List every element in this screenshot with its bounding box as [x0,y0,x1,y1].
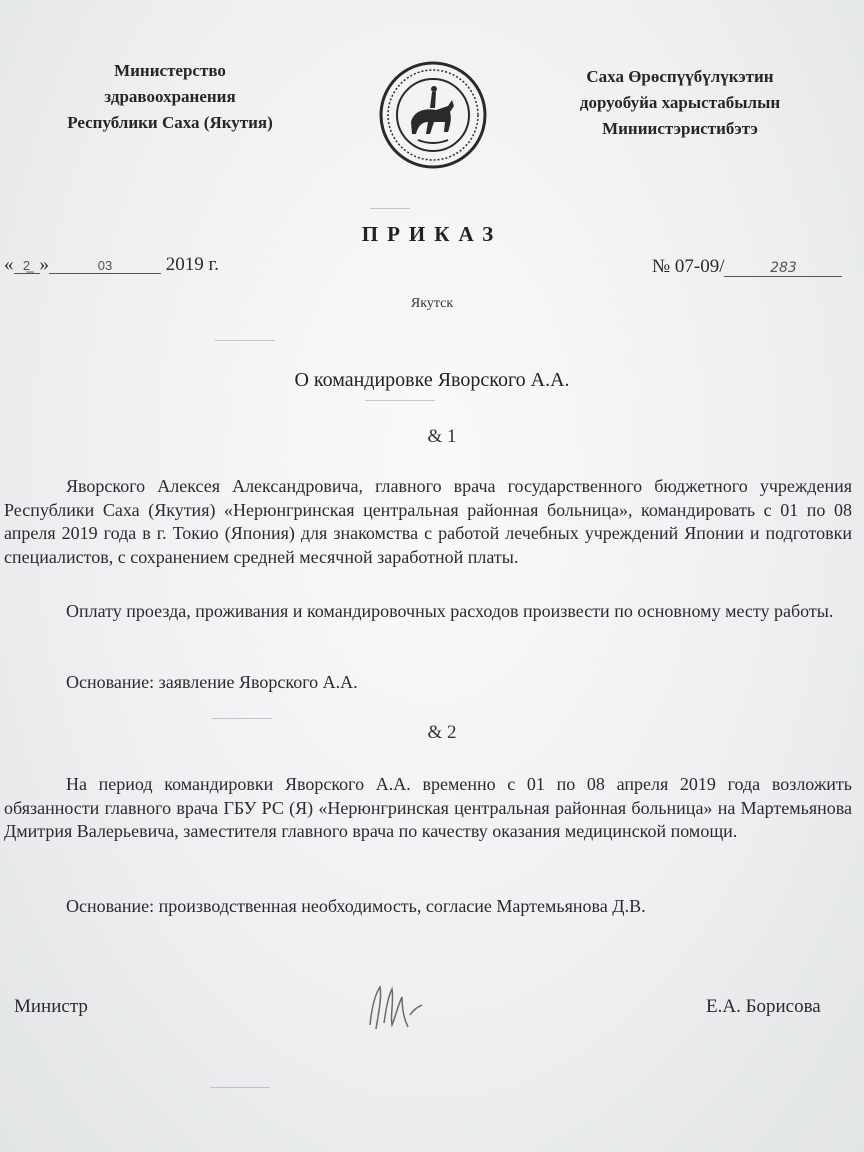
ministry-line: Министерство [114,61,226,80]
signatory-role: Министр [14,996,88,1017]
order-date [4,254,219,276]
section-2-heading: & 2 [427,722,457,743]
section-1-paragraph-2: Оплату проезда, проживания и командировочных расходов произвести по основному месту работы. [66,601,834,621]
section-1-paragraph-1: Яворского Алексея Александровича, главного врача государственного бюджетного учреждения Республики Саха (Якутия) «Нерюнгринская центральная районная больница», командировать с 01 по 08 апреля 2019 года в г. Токио (Япония) для знакомства с работой лечебных учреждений Японии и подготовки специалистов, с сохранением средней месячной заработной платы. [4,476,852,567]
date-mid-quote: » [39,254,49,275]
ministry-line: Саха Өрөспүүбүлүкэтин [586,67,774,86]
date-month: 03 [49,258,161,274]
signatory-name: Е.А. Борисова [706,996,821,1017]
section-2-paragraph-1: На период командировки Яворского А.А. временно с 01 по 08 апреля 2019 года возложить обязанности главного врача ГБУ РС (Я) «Нерюнгринская центральная районная больница» на Мартемьянова Дмитрия Валерьевича, заместителя главного врача по качеству оказания медицинской помощи. [4,774,852,841]
city: Якутск [410,296,454,311]
date-year: 2019 г. [165,254,219,275]
section-1-heading: & 1 [427,426,457,447]
ministry-line: Республики Саха (Якутия) [67,113,273,132]
ministry-line: здравоохранения [104,87,236,106]
number-handwritten: 283 [724,260,842,277]
order-subject: О командировке Яворского А.А. [294,369,570,391]
ministry-line: Миниистэристибэтэ [602,119,758,138]
date-day: 2̲̲ [14,258,40,274]
number-prefix: № 07-09/ [652,256,725,277]
ministry-line: доруобуйа харыстабылын [579,93,781,112]
ministry-name-yakut [540,64,820,142]
section-1-basis: Основание: заявление Яворского А.А. [66,672,358,692]
date-open-quote: « [4,254,14,275]
republic-coat-of-arms-icon [378,60,488,170]
section-2-basis: Основание: производственная необходимость, согласие Мартемьянова Д.В. [66,896,646,916]
handwritten-signature-icon [362,975,432,1037]
document-title: ПРИКАЗ [361,222,503,246]
order-number [652,256,842,278]
ministry-name-russian [30,58,310,136]
